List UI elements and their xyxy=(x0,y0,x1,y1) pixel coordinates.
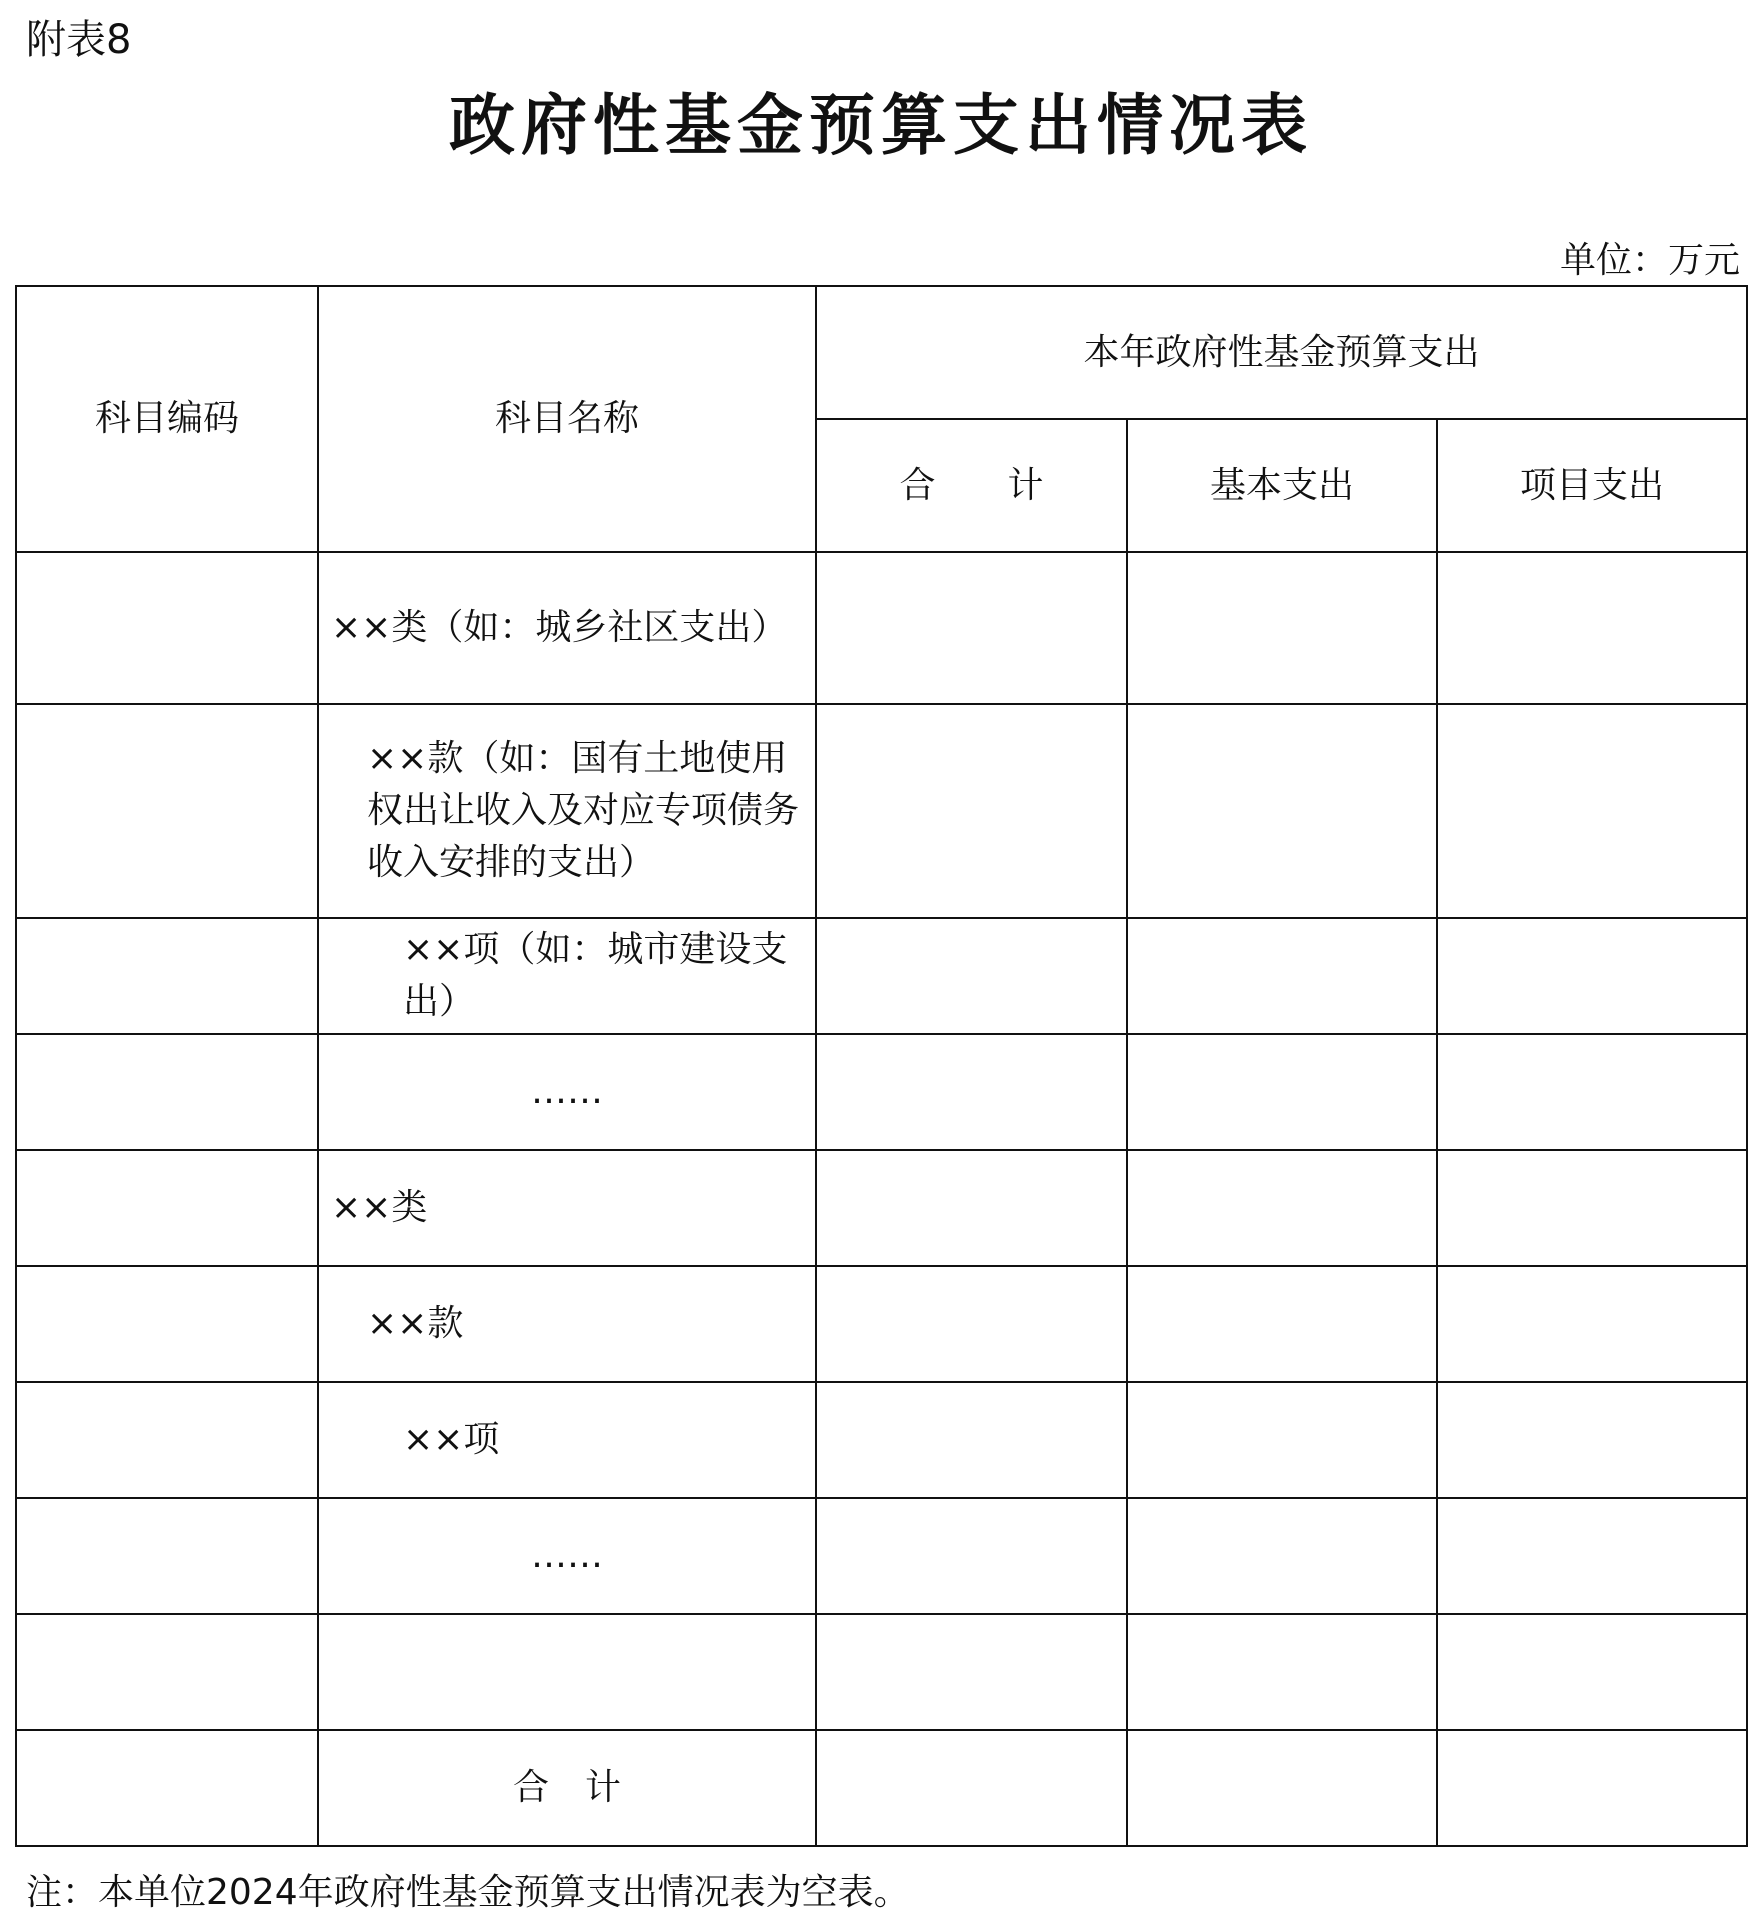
attachment-label: 附表8 xyxy=(26,17,132,63)
cell-project xyxy=(1437,1382,1747,1498)
col-header-group: 本年政府性基金预算支出 xyxy=(816,286,1747,419)
cell-basic xyxy=(1127,1614,1437,1730)
table-row xyxy=(16,552,1747,704)
cell-name: …… xyxy=(318,1498,816,1614)
cell-basic xyxy=(1127,1150,1437,1266)
col-header-code: 科目编码 xyxy=(16,286,318,552)
cell-total xyxy=(816,1150,1127,1266)
col-header-total: 合 计 xyxy=(816,419,1127,552)
cell-basic xyxy=(1127,918,1437,1034)
cell-name: ××款 xyxy=(318,1266,816,1382)
budget-table xyxy=(15,285,1748,1847)
cell-name: ××项 xyxy=(318,1382,816,1498)
cell-code xyxy=(16,1382,318,1498)
cell-total xyxy=(816,1034,1127,1150)
col-header-project: 项目支出 xyxy=(1437,419,1747,552)
cell-total xyxy=(816,1614,1127,1730)
table-row xyxy=(16,918,1747,1034)
cell-basic xyxy=(1127,1730,1437,1846)
table-row xyxy=(16,1382,1747,1498)
cell-code xyxy=(16,1150,318,1266)
cell-project xyxy=(1437,1614,1747,1730)
cell-code xyxy=(16,1034,318,1150)
col-header-basic: 基本支出 xyxy=(1127,419,1437,552)
cell-code xyxy=(16,1266,318,1382)
cell-code xyxy=(16,1498,318,1614)
cell-total xyxy=(816,704,1127,918)
cell-total xyxy=(816,1730,1127,1846)
table-row xyxy=(16,1266,1747,1382)
unit-label: 单位：万元 xyxy=(1559,240,1740,281)
cell-name: …… xyxy=(318,1034,816,1150)
cell-code xyxy=(16,552,318,704)
cell-code xyxy=(16,918,318,1034)
cell-basic xyxy=(1127,1034,1437,1150)
cell-name: 合 计 xyxy=(318,1730,816,1846)
col-header-name: 科目名称 xyxy=(318,286,816,552)
cell-code xyxy=(16,1614,318,1730)
table-row xyxy=(16,1614,1747,1730)
cell-name xyxy=(318,1614,816,1730)
cell-basic xyxy=(1127,1382,1437,1498)
cell-name: ××款（如：国有土地使用权出让收入及对应专项债务收入安排的支出） xyxy=(318,704,816,918)
cell-total xyxy=(816,552,1127,704)
cell-basic xyxy=(1127,704,1437,918)
cell-name: ××类（如：城乡社区支出） xyxy=(318,552,816,704)
header-row-top xyxy=(16,286,1747,419)
cell-project xyxy=(1437,1150,1747,1266)
cell-basic xyxy=(1127,552,1437,704)
table-row xyxy=(16,704,1747,918)
cell-total xyxy=(816,1498,1127,1614)
cell-code xyxy=(16,1730,318,1846)
footnote: 注：本单位2024年政府性基金预算支出情况表为空表。 xyxy=(26,1872,910,1913)
page-title: 政府性基金预算支出情况表 xyxy=(449,87,1313,164)
cell-name: ××类 xyxy=(318,1150,816,1266)
table-row-total xyxy=(16,1730,1747,1846)
cell-basic xyxy=(1127,1498,1437,1614)
cell-project xyxy=(1437,552,1747,704)
cell-project xyxy=(1437,1498,1747,1614)
table-row xyxy=(16,1150,1747,1266)
cell-project xyxy=(1437,918,1747,1034)
cell-name: ××项（如：城市建设支出） xyxy=(318,918,816,1034)
cell-project xyxy=(1437,704,1747,918)
cell-project xyxy=(1437,1034,1747,1150)
cell-total xyxy=(816,1266,1127,1382)
cell-total xyxy=(816,1382,1127,1498)
table-row xyxy=(16,1498,1747,1614)
cell-project xyxy=(1437,1730,1747,1846)
cell-total xyxy=(816,918,1127,1034)
cell-project xyxy=(1437,1266,1747,1382)
cell-code xyxy=(16,704,318,918)
cell-basic xyxy=(1127,1266,1437,1382)
table-row xyxy=(16,1034,1747,1150)
